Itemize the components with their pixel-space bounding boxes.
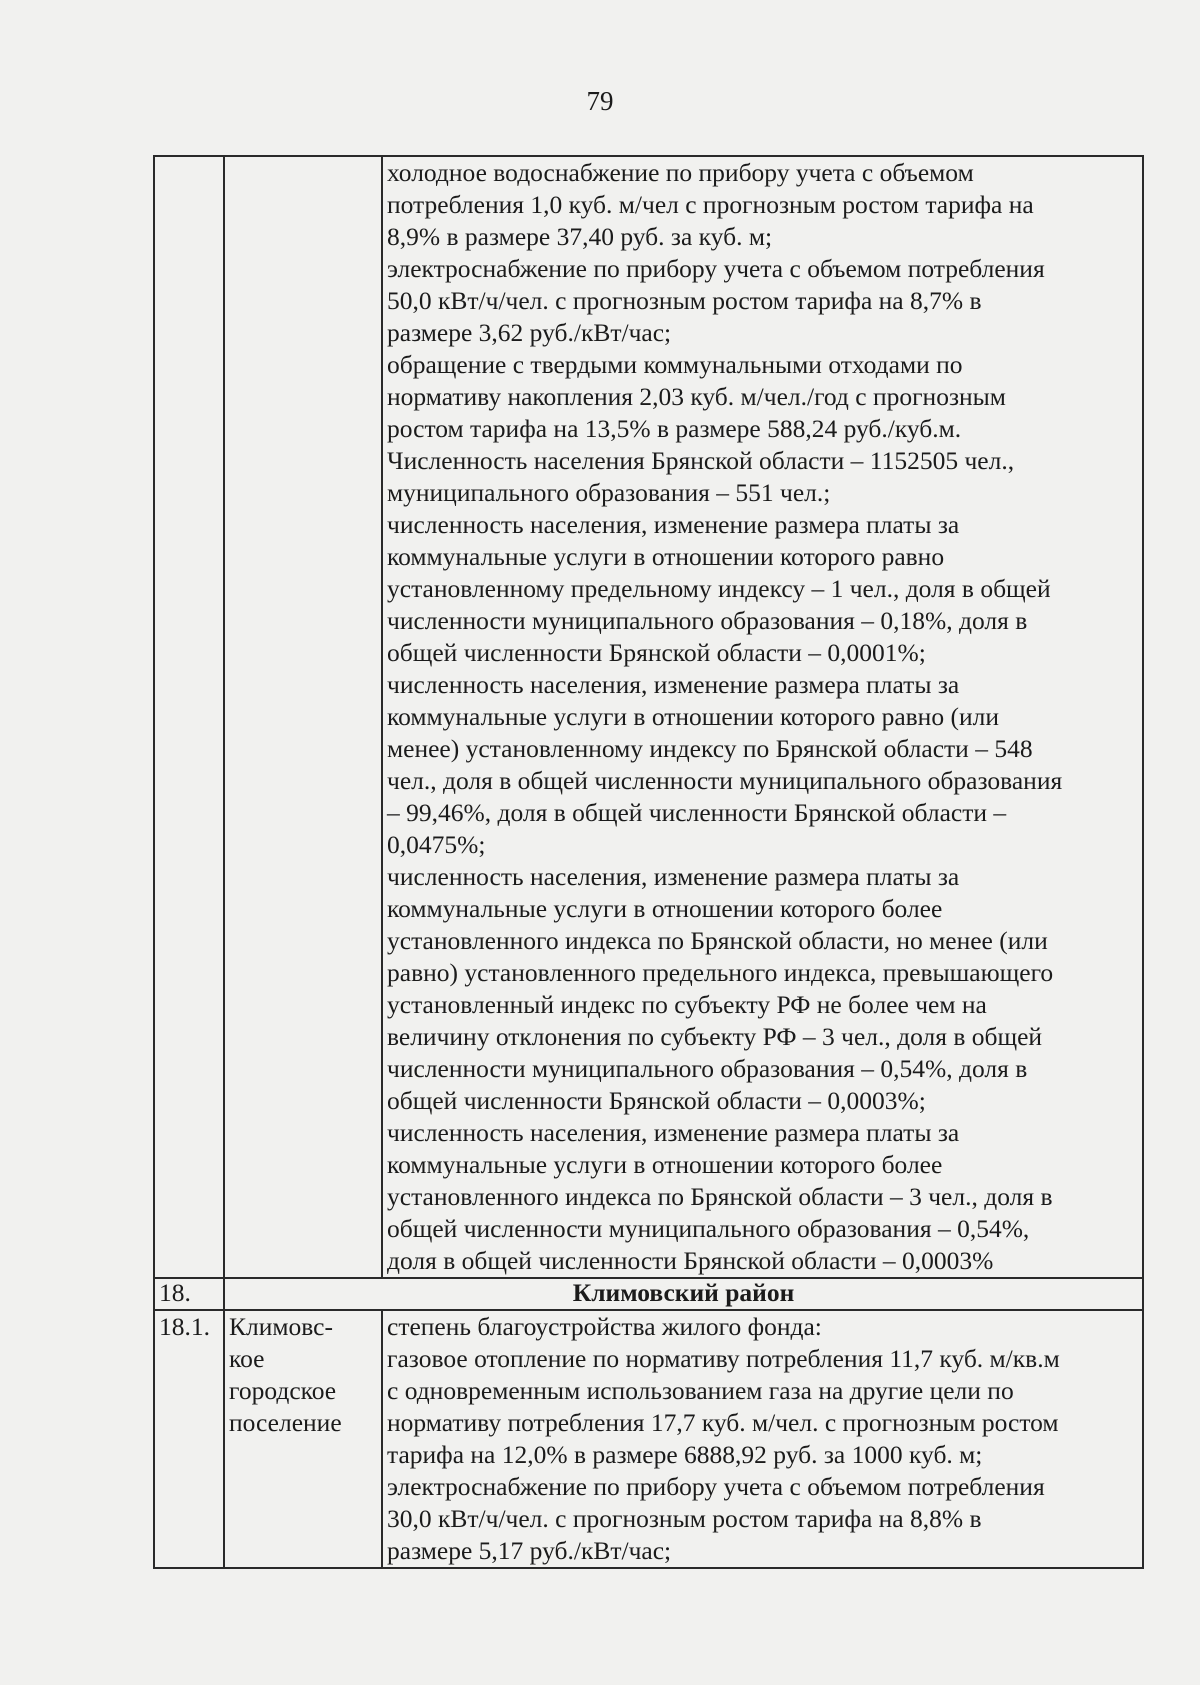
text-line: Численность населения Брянской области – 1152505 чел., xyxy=(387,446,1015,475)
text-line: коммунальные услуги в отношении которого более xyxy=(387,1150,943,1179)
table-row xyxy=(154,156,1143,1278)
text-line: 50,0 кВт/ч/чел. с прогнозным ростом тарифа на 8,7% в xyxy=(387,286,982,315)
municipality-name-line: городское xyxy=(229,1376,337,1405)
text-line: нормативу накопления 2,03 куб. м/чел./год с прогнозным xyxy=(387,382,1006,411)
municipality-cell xyxy=(224,1310,382,1568)
text-line: численность населения, изменение размера платы за xyxy=(387,510,960,539)
text-line: с одновременным использованием газа на другие цели по xyxy=(387,1376,1014,1405)
table-row xyxy=(154,1310,1143,1568)
text-line: численности муниципального образования – 0,18%, доля в xyxy=(387,606,1028,635)
text-line: общей численности Брянской области – 0,0003%; xyxy=(387,1086,926,1115)
text-line: электроснабжение по прибору учета с объемом потребления xyxy=(387,254,1045,283)
text-line: чел., доля в общей численности муниципального образования xyxy=(387,766,1063,795)
text-line: степень благоустройства жилого фонда: xyxy=(387,1312,822,1341)
text-line: установленному предельному индексу – 1 чел., доля в общей xyxy=(387,574,1051,603)
text-line: нормативу потребления 17,7 куб. м/чел. с прогнозным ростом xyxy=(387,1408,1059,1437)
text-line: доля в общей численности Брянской области – 0,0003% xyxy=(387,1246,994,1275)
document-table xyxy=(153,155,1144,1569)
text-line: коммунальные услуги в отношении которого равно (или xyxy=(387,702,999,731)
text-line: потребления 1,0 куб. м/чел с прогнозным ростом тарифа на xyxy=(387,190,1034,219)
text-line: холодное водоснабжение по прибору учета с объемом xyxy=(387,158,974,187)
text-line: 30,0 кВт/ч/чел. с прогнозным ростом тарифа на 8,8% в xyxy=(387,1504,982,1533)
municipality-name-line: Климовс- xyxy=(229,1312,333,1341)
section-title: Климовский район xyxy=(224,1278,1143,1310)
text-line: установленный индекс по субъекту РФ не более чем на xyxy=(387,990,987,1019)
text-line: равно) установленного предельного индекса, превышающего xyxy=(387,958,1054,987)
section-row xyxy=(154,1278,1143,1310)
text-line: общей численности муниципального образования – 0,54%, xyxy=(387,1214,1030,1243)
row-number-cell: 18.1. xyxy=(154,1310,224,1568)
description-cell xyxy=(382,156,1143,1278)
text-line: муниципального образования – 551 чел.; xyxy=(387,478,831,507)
text-line: численность населения, изменение размера платы за xyxy=(387,670,960,699)
page-number: 79 xyxy=(586,86,614,116)
text-line: численность населения, изменение размера платы за xyxy=(387,1118,960,1147)
text-line: размере 3,62 руб./кВт/час; xyxy=(387,318,672,347)
text-line: тарифа на 12,0% в размере 6888,92 руб. за 1000 куб. м; xyxy=(387,1440,983,1469)
text-line: электроснабжение по прибору учета с объемом потребления xyxy=(387,1472,1045,1501)
text-line: численность населения, изменение размера платы за xyxy=(387,862,960,891)
text-line: газовое отопление по нормативу потребления 11,7 куб. м/кв.м xyxy=(387,1344,1060,1373)
text-line: – 99,46%, доля в общей численности Брянской области – xyxy=(387,798,1007,827)
text-line: коммунальные услуги в отношении которого равно xyxy=(387,542,945,571)
section-number: 18. xyxy=(154,1278,224,1310)
text-line: ростом тарифа на 13,5% в размере 588,24 руб./куб.м. xyxy=(387,414,962,443)
text-line: установленного индекса по Брянской области – 3 чел., доля в xyxy=(387,1182,1053,1211)
text-line: 0,0475%; xyxy=(387,830,486,859)
text-line: установленного индекса по Брянской области, но менее (или xyxy=(387,926,1048,955)
text-line: коммунальные услуги в отношении которого более xyxy=(387,894,943,923)
municipality-name-line: поселение xyxy=(229,1408,342,1437)
text-line: менее) установленному индексу по Брянской области – 548 xyxy=(387,734,1033,763)
text-line: 8,9% в размере 37,40 руб. за куб. м; xyxy=(387,222,773,251)
text-line: обращение с твердыми коммунальными отходами по xyxy=(387,350,963,379)
row-number-cell xyxy=(154,156,224,1278)
municipality-name-line: кое xyxy=(229,1344,265,1373)
text-line: численности муниципального образования – 0,54%, доля в xyxy=(387,1054,1028,1083)
description-cell xyxy=(382,1310,1143,1568)
municipality-cell xyxy=(224,156,382,1278)
text-line: общей численности Брянской области – 0,0001%; xyxy=(387,638,926,667)
text-line: размере 5,17 руб./кВт/час; xyxy=(387,1536,672,1565)
text-line: величину отклонения по субъекту РФ – 3 чел., доля в общей xyxy=(387,1022,1043,1051)
